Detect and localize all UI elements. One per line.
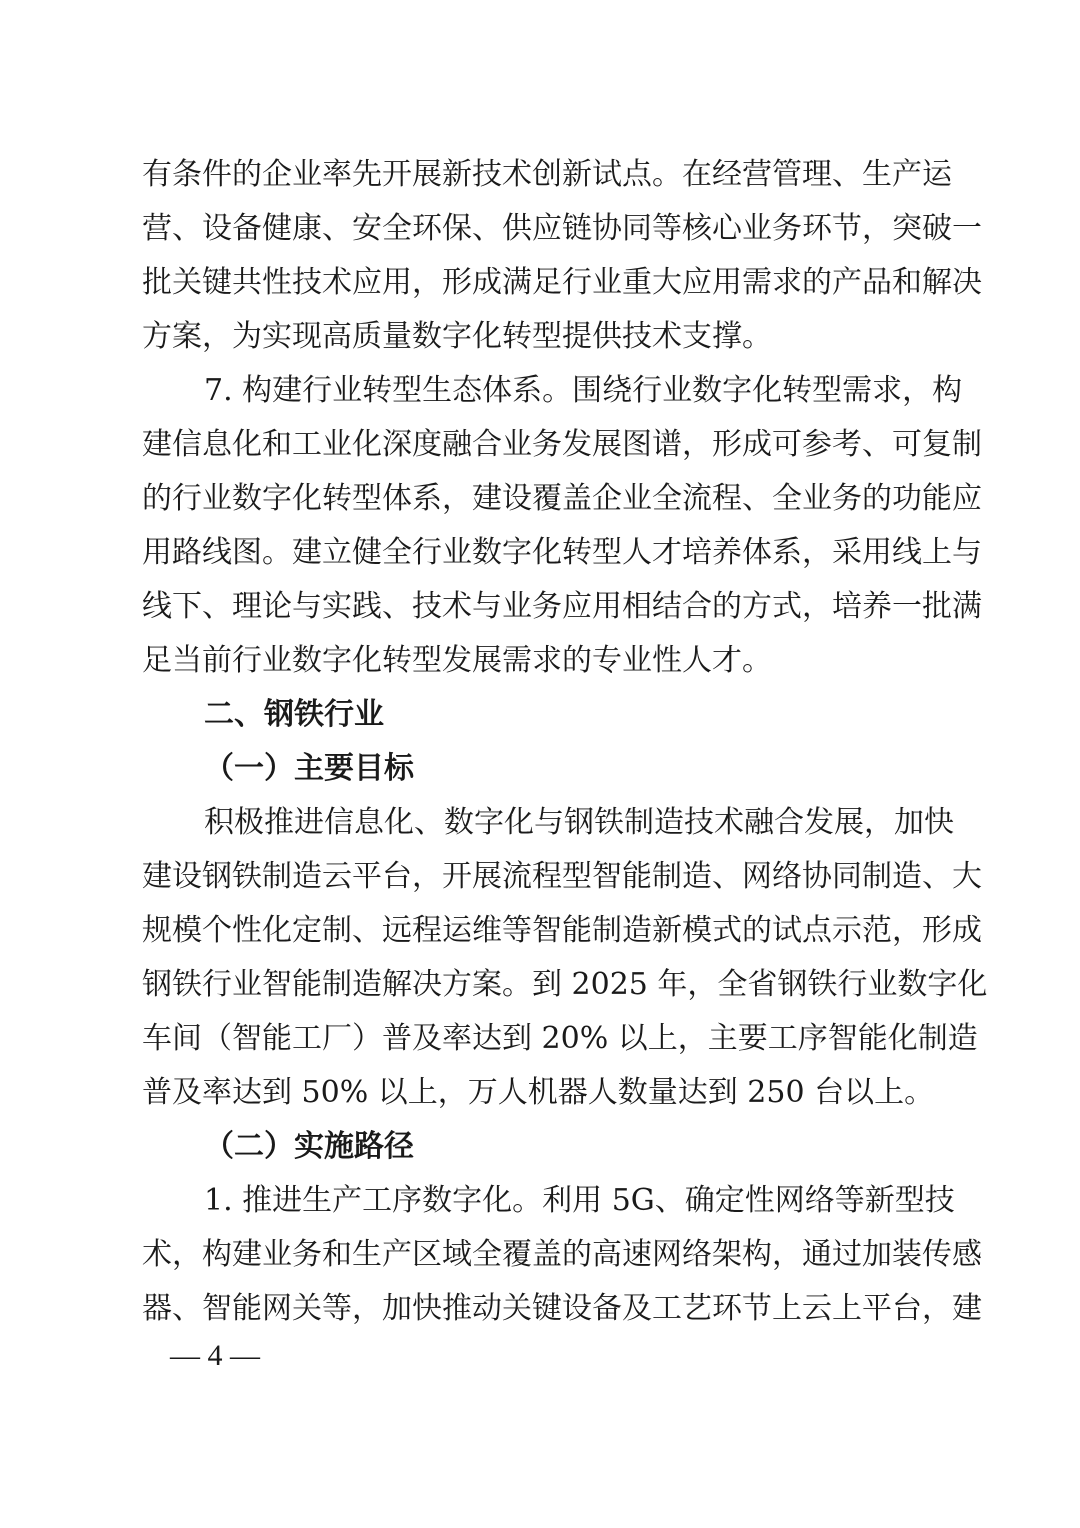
- text-line: 建设钢铁制造云平台，开展流程型智能制造、网络协同制造、大: [142, 859, 982, 894]
- text-line: 批关键共性技术应用，形成满足行业重大应用需求的产品和解决: [142, 265, 982, 300]
- text-line: 器、智能网关等，加快推动关键设备及工艺环节上云上平台，建: [142, 1291, 982, 1326]
- text-line: 建信息化和工业化深度融合业务发展图谱，形成可参考、可复制: [142, 427, 982, 462]
- text-line: 车间（智能工厂）普及率达到 20% 以上，主要工序智能化制造: [142, 1021, 978, 1056]
- text-line: 方案，为实现高质量数字化转型提供技术支撑。: [142, 319, 772, 354]
- page-number: — 4 —: [170, 1339, 260, 1372]
- section-heading: 二、钢铁行业: [204, 697, 384, 732]
- subsection-heading: （一）主要目标: [204, 751, 414, 786]
- text-line: 普及率达到 50% 以上，万人机器人数量达到 250 台以上。: [142, 1075, 935, 1110]
- document-body: [142, 148, 988, 1336]
- text-line: 钢铁行业智能制造解决方案。到 2025 年，全省钢铁行业数字化: [142, 967, 988, 1002]
- text-line: 营、设备健康、安全环保、供应链协同等核心业务环节，突破一: [142, 211, 982, 246]
- text-line: 1. 推进生产工序数字化。利用 5G、确定性网络等新型技: [204, 1183, 955, 1218]
- text-line: 有条件的企业率先开展新技术创新试点。在经营管理、生产运: [142, 157, 952, 192]
- text-line: 术，构建业务和生产区域全覆盖的高速网络架构，通过加装传感: [142, 1237, 982, 1272]
- text-line: 7. 构建行业转型生态体系。围绕行业数字化转型需求，构: [204, 373, 963, 408]
- text-line: 用路线图。建立健全行业数字化转型人才培养体系，采用线上与: [142, 535, 982, 570]
- text-line: 规模个性化定制、远程运维等智能制造新模式的试点示范，形成: [142, 913, 982, 948]
- text-line: 足当前行业数字化转型发展需求的专业性人才。: [142, 643, 772, 678]
- text-line: 积极推进信息化、数字化与钢铁制造技术融合发展，加快: [204, 805, 954, 840]
- text-line: 线下、理论与实践、技术与业务应用相结合的方式，培养一批满: [142, 589, 982, 624]
- text-line: 的行业数字化转型体系，建设覆盖企业全流程、全业务的功能应: [142, 481, 982, 516]
- subsection-heading: （二）实施路径: [204, 1129, 414, 1164]
